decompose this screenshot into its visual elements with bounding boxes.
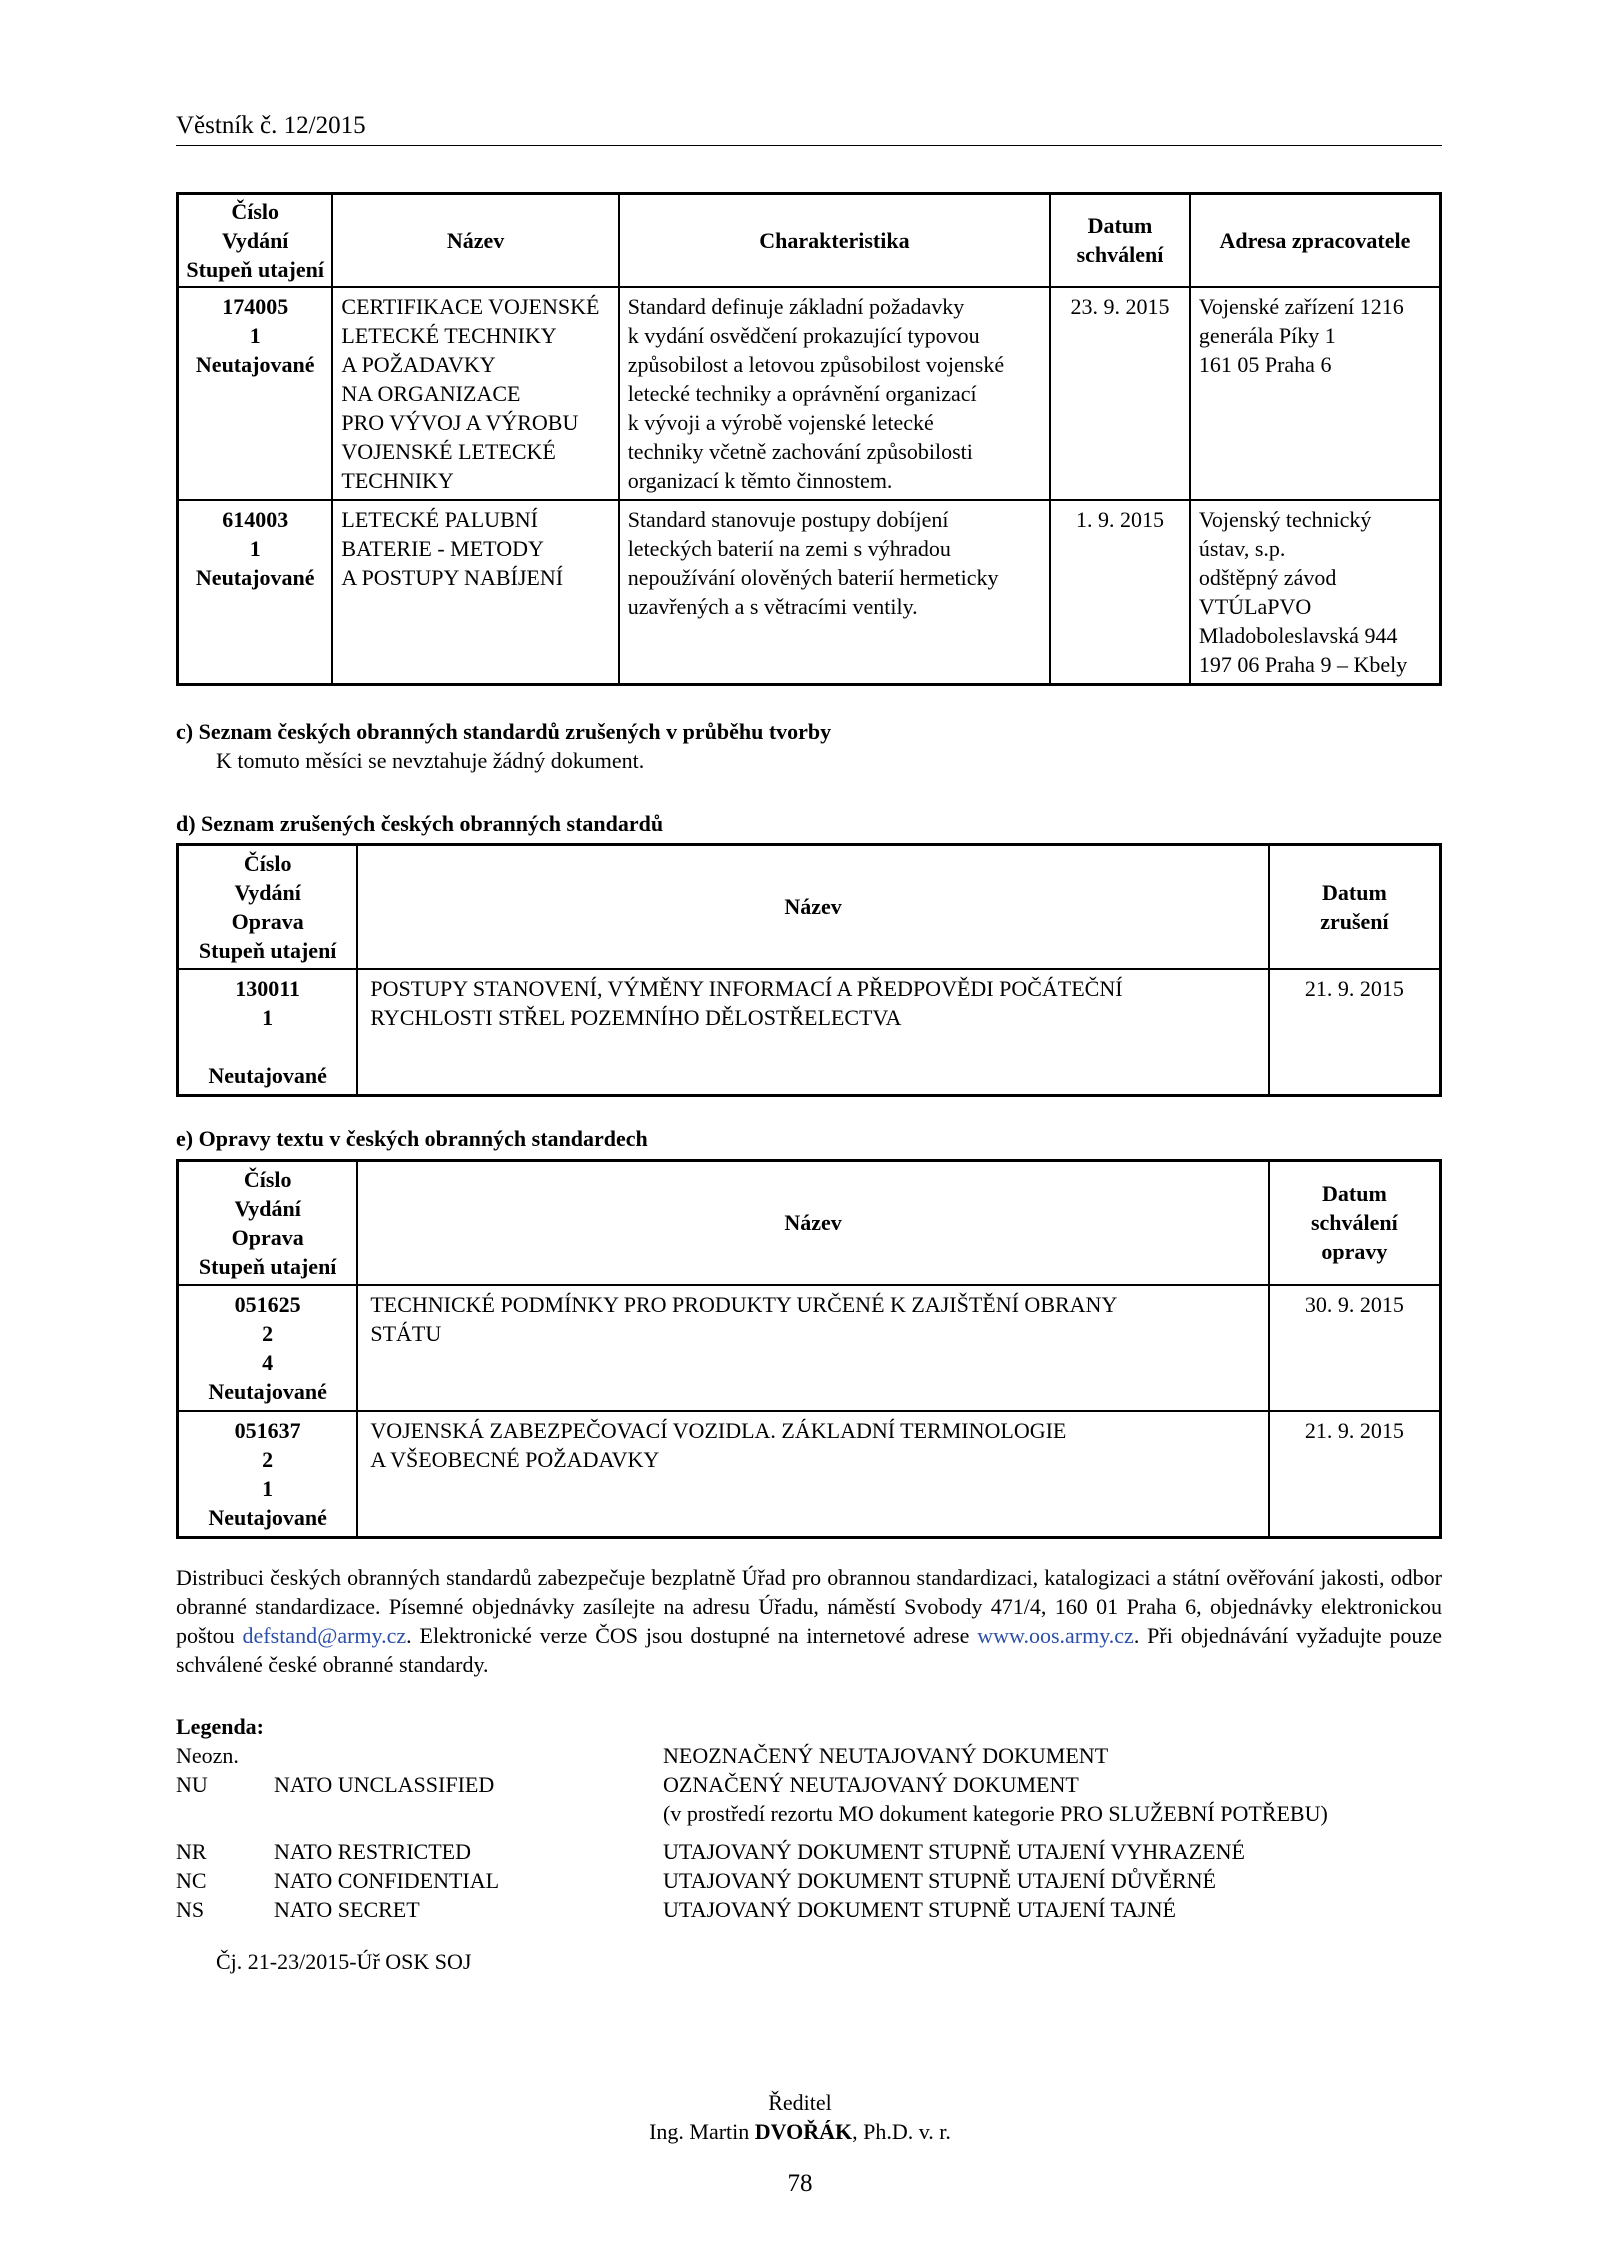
cell-date: 30. 9. 2015 [1269,1285,1441,1411]
cell-name: TECHNICKÉ PODMÍNKY PRO PRODUKTY URČENÉ K ZAJIŠTĚNÍ OBRANY STÁTU [357,1285,1268,1411]
legend-title: Legenda: [176,1714,264,1739]
cell-id: 614003 1 Neutajované [178,500,333,685]
cell-date: 21. 9. 2015 [1269,1411,1441,1538]
legend-row [176,1895,1442,1924]
table-row [178,1285,1441,1411]
standards-table [176,192,1442,686]
cell-name: VOJENSKÁ ZABEZPEČOVACÍ VOZIDLA. ZÁKLADNÍ TERMINOLOGIE A VŠEOBECNÉ POŽADAVKY [357,1411,1268,1538]
header-characteristics: Charakteristika [619,194,1050,287]
section-c-heading: c) Seznam českých obranných standardů zrušených v průběhu tvorby [176,719,832,744]
section-c-text: K tomuto měsíci se nevztahuje žádný dokument. [216,748,645,773]
table-row [178,500,1441,685]
header-id: Číslo Vydání Stupeň utajení [178,194,333,287]
section-c [176,717,831,775]
email-link[interactable]: defstand@army.cz [242,1623,407,1648]
cell-id: 051625 2 4 Neutajované [178,1285,358,1411]
header-id: Číslo Vydání Oprava Stupeň utajení [178,845,358,969]
header-date: Datum schválení opravy [1269,1161,1441,1285]
page-number: 78 [787,2170,813,2197]
header-name: Název [357,845,1269,969]
signature-role: Ředitel [768,2090,832,2115]
cell-name: CERTIFIKACE VOJENSKÉ LETECKÉ TECHNIKY A POŽADAVKY NA ORGANIZACE PRO VÝVOJ A VÝROBU VOJENSKÉ LETECKÉ TECHNIKY [332,287,618,500]
table-row [178,287,1441,500]
cell-address: Vojenské zařízení 1216 generála Píky 1 161 05 Praha 6 [1190,287,1441,500]
section-d-heading: d) Seznam zrušených českých obranných standardů [176,811,664,836]
table-row [178,1411,1441,1538]
legend-description: UTAJOVANÝ DOKUMENT STUPNĚ UTAJENÍ VYHRAZENÉ [663,1839,1245,1864]
section-e-heading: e) Opravy textu v českých obranných standardech [176,1126,648,1151]
cell-id: 174005 1 Neutajované [178,287,333,500]
corrections-table [176,1159,1442,1539]
table-row [178,969,1441,1096]
header-address: Adresa zpracovatele [1190,194,1441,287]
cancelled-standards-table [176,843,1442,1097]
cell-name: LETECKÉ PALUBNÍ BATERIE - METODY A POSTUPY NABÍJENÍ [332,500,618,685]
legend-code: NC [176,1868,207,1893]
legend-description: (v prostředí rezortu MO dokument kategorie PRO SLUŽEBNÍ POTŘEBU) [663,1801,1328,1826]
header-date: Datum zrušení [1269,845,1441,969]
cell-name: POSTUPY STANOVENÍ, VÝMĚNY INFORMACÍ A PŘEDPOVĚDI POČÁTEČNÍ RYCHLOSTI STŘEL POZEMNÍHO DĚLOSTŘELECTVA [357,969,1269,1096]
cell-address: Vojenský technický ústav, s.p. odštěpný závod VTÚLaPVO Mladoboleslavská 944 197 06 Praha 9 – Kbely [1190,500,1441,685]
legend-code: NR [176,1839,207,1864]
reference-number: Čj. 21-23/2015-Úř OSK SOJ [216,1949,472,1974]
legend-row [176,1799,1442,1828]
legend-description: NEOZNAČENÝ NEUTAJOVANÝ DOKUMENT [663,1743,1109,1768]
legend-nato-class: NATO CONFIDENTIAL [274,1868,500,1893]
header-id: Číslo Vydání Oprava Stupeň utajení [178,1161,358,1285]
legend-code: NU [176,1772,208,1797]
cell-date: 21. 9. 2015 [1269,969,1441,1096]
cell-characteristics: Standard stanovuje postupy dobíjení leteckých baterií na zemi s výhradou nepoužívání olověných baterií hermeticky uzavřených a s větracími ventily. [619,500,1050,685]
legend [176,1712,1442,1944]
cell-characteristics: Standard definuje základní požadavky k vydání osvědčení prokazující typovou způsobilost a letovou způsobilost vojenské letecké techniky a oprávnění organizací k vývoji a výrobě vojenské letecké techniky včetně zachování způsobilosti organizací k těmto činnostem. [619,287,1050,500]
page-header: Věstník č. 12/2015 [176,112,366,139]
legend-description: UTAJOVANÝ DOKUMENT STUPNĚ UTAJENÍ TAJNÉ [663,1897,1176,1922]
header-name: Název [332,194,618,287]
legend-row [176,1741,1442,1770]
header-rule [176,145,1442,146]
legend-nato-class: NATO UNCLASSIFIED [274,1772,495,1797]
legend-row [176,1770,1442,1799]
cell-date: 1. 9. 2015 [1050,500,1190,685]
distribution-paragraph: Distribuci českých obranných standardů zabezpečuje bezplatně Úřad pro obrannou standardizaci, katalogizaci a státní ověřování jakosti, odbor obranné standardizace. Písemné objednávky zasílejte na adresu Úřadu, náměstí Svobody 471/4, 160 01 Praha 6, objednávky elektronickou poštou defstand@army.cz. Elektronické verze ČOS jsou dostupné na internetové adrese www.oos.army.cz. Při objednávání vyžadujte pouze schválené české obranné standardy. [176,1565,1442,1677]
legend-row [176,1837,1442,1866]
cell-id: 051637 2 1 Neutajované [178,1411,358,1538]
cell-date: 23. 9. 2015 [1050,287,1190,500]
cell-id: 130011 1 Neutajované [178,969,358,1096]
legend-nato-class: NATO RESTRICTED [274,1839,471,1864]
legend-description: OZNAČENÝ NEUTAJOVANÝ DOKUMENT [663,1772,1079,1797]
legend-code: Neozn. [176,1743,239,1768]
header-name: Název [357,1161,1268,1285]
header-date: Datum schválení [1050,194,1190,287]
legend-row [176,1866,1442,1895]
legend-nato-class: NATO SECRET [274,1897,420,1922]
website-link[interactable]: www.oos.army.cz [977,1623,1134,1648]
legend-description: UTAJOVANÝ DOKUMENT STUPNĚ UTAJENÍ DŮVĚRNÉ [663,1868,1216,1893]
legend-code: NS [176,1897,205,1922]
signature-name: Ing. Martin DVOŘÁK, Ph.D. v. r. [649,2119,951,2144]
